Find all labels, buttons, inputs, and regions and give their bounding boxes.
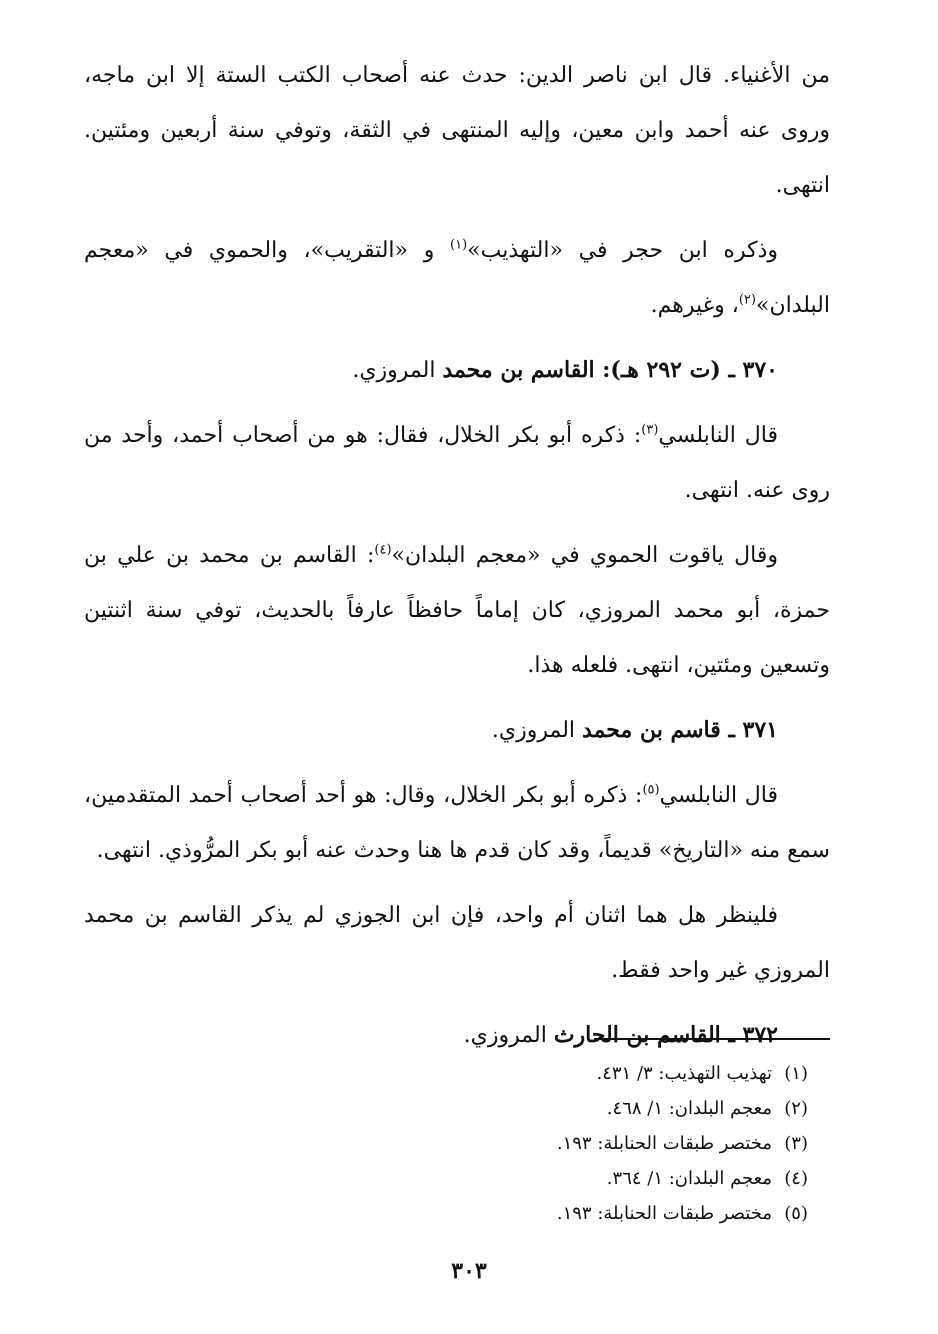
entry-nisba: المروزي.	[352, 358, 443, 383]
footnote-item	[84, 1126, 830, 1161]
entry-heading-372	[84, 1008, 830, 1063]
paragraph-continuation	[84, 48, 830, 213]
footnote-ref-4[interactable]: (٤)	[374, 542, 392, 558]
footnote-number: (٣)	[784, 1133, 808, 1154]
footnote-text: معجم البلدان: ١/ ٤٦٨.	[606, 1098, 772, 1119]
footnote-ref-5[interactable]: (٥)	[642, 782, 660, 798]
paragraph-nabulsi-2	[84, 768, 830, 878]
paragraph-ibn-jawzi	[84, 888, 830, 998]
paragraph-text: : ذكره أبو بكر الخلال، فقال: هو من أصحاب أحمد، وأحد من روى عنه. انتهى.	[84, 423, 830, 503]
entry-name: القاسم بن محمد	[442, 357, 595, 383]
paragraph-text: ، وغيرهم.	[650, 293, 739, 318]
footnotes-list	[84, 1056, 830, 1231]
footnote-number: (٤)	[784, 1168, 808, 1189]
footnote-text: مختصر طبقات الحنابلة: ١٩٣.	[556, 1203, 772, 1224]
page-body	[84, 48, 830, 1073]
footnote-ref-1[interactable]: (١)	[450, 237, 468, 253]
entry-nisba: المروزي.	[463, 1023, 554, 1048]
entry-name: قاسم بن محمد	[582, 717, 721, 743]
paragraph-text: : ذكره أبو بكر الخلال، وقال: هو أحد أصحاب أحمد المتقدمين، سمع منه «التاريخ» قديماً، وقد كان قدم ها هنا وحدث عنه أبو بكر المرُّوذي. انتهى.	[84, 783, 830, 863]
footnote-item	[84, 1056, 830, 1091]
entry-number: ٣٧٢ ـ	[720, 1022, 778, 1048]
paragraph-text: و «التقريب»، والحموي في «معجم البلدان»	[84, 238, 830, 318]
footnote-number: (٢)	[784, 1098, 808, 1119]
paragraph-text: قال النابلسي	[658, 423, 778, 448]
footnote-text: معجم البلدان: ١/ ٣٦٤.	[606, 1168, 772, 1189]
paragraph-text: وذكره ابن حجر في «التهذيب»	[467, 238, 778, 263]
footnote-ref-2[interactable]: (٢)	[738, 292, 756, 308]
footnote-ref-3[interactable]: (٣)	[641, 422, 659, 438]
page-number: ٣٠٣	[451, 1258, 487, 1284]
entry-nisba: المروزي.	[491, 718, 583, 743]
paragraph-ibn-hajar	[84, 223, 830, 333]
paragraph-text: فلينظر هل هما اثنان أم واحد، فإن ابن الجوزي لم يذكر القاسم بن محمد المروزي غير واحد فقط.	[84, 903, 830, 983]
paragraph-text: : القاسم بن محمد بن علي بن حمزة، أبو محمد المروزي، كان إماماً حافظاً عارفاً بالحديث، توفي سنة اثنتين وتسعين ومئتين، انتهى. فلعله هذا.	[84, 543, 830, 678]
footnote-number: (٥)	[784, 1203, 808, 1224]
footnote-text: تهذيب التهذيب: ٣/ ٤٣١.	[596, 1063, 772, 1084]
entry-heading-370	[84, 343, 830, 398]
footnote-item	[84, 1091, 830, 1126]
paragraph-yaqut	[84, 528, 830, 693]
paragraph-nabulsi-1	[84, 408, 830, 518]
footnote-divider	[594, 1038, 830, 1040]
entry-name: القاسم بن الحارث	[553, 1022, 721, 1048]
paragraph-text: وقال ياقوت الحموي في «معجم البلدان»	[391, 543, 779, 568]
entry-heading-371	[84, 703, 830, 758]
entry-number: ٣٧١ ـ	[720, 717, 778, 743]
footnote-item	[84, 1196, 830, 1231]
paragraph-text: من الأغنياء. قال ابن ناصر الدين: حدث عنه أصحاب الكتب الستة إلا ابن ماجه، وروى عنه أحمد وابن معين، وإليه المنتهى في الثقة، وتوفي سنة أربعين ومئتين. انتهى.	[84, 63, 830, 198]
entry-number: ٣٧٠ ـ (ت ٢٩٢ هـ):	[594, 357, 778, 383]
paragraph-text: قال النابلسي	[659, 783, 778, 808]
footnote-text: مختصر طبقات الحنابلة: ١٩٣.	[556, 1133, 772, 1154]
footnote-number: (١)	[784, 1063, 808, 1084]
footnote-item	[84, 1161, 830, 1196]
